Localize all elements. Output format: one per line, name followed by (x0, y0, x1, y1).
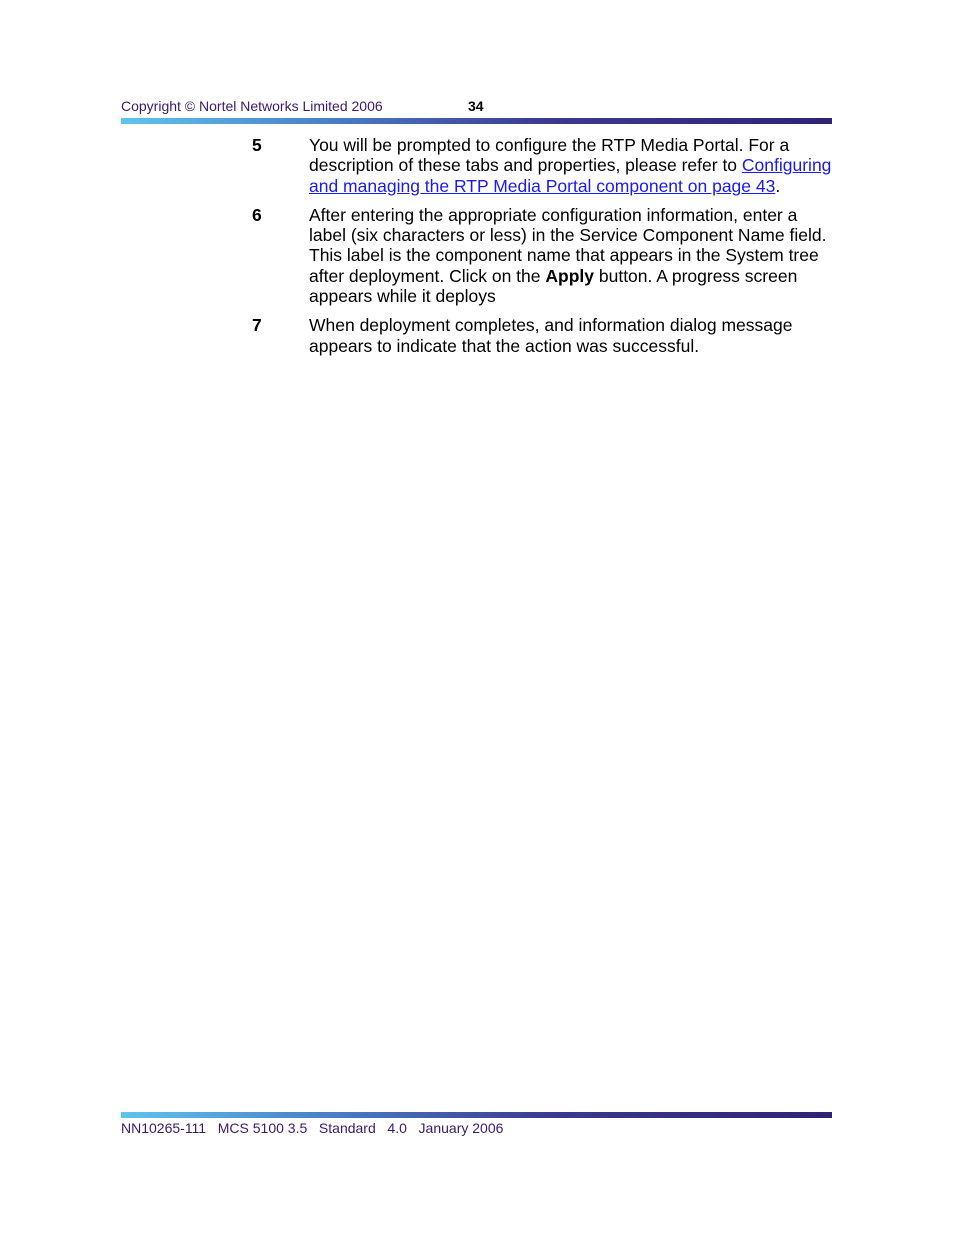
step-text (309, 135, 839, 196)
apply-button-reference: Apply (545, 265, 594, 286)
page-footer: NN10265-111 MCS 5100 3.5 Standard 4.0 January 2006 (121, 1120, 504, 1136)
step-5 (252, 135, 852, 196)
step-text: When deployment completes, and information dialog message appears to indicate that the action was successful. (309, 315, 793, 356)
step-number: 5 (252, 135, 262, 155)
step-text-before: After entering the appropriate configuration information, enter a label (six characters or less) in the Service Component Name field. This label is the component name that appears in the System tree after deployment. Click on the (309, 204, 827, 286)
procedure-steps (252, 135, 852, 365)
step-number: 6 (252, 204, 262, 225)
page-header (121, 97, 832, 117)
page-number: 34 (468, 98, 484, 114)
step-text-before: You will be prompted to configure the RTP Media Portal. For a description of these tabs and properties, please refer to (309, 135, 790, 176)
footer-rule (121, 1112, 832, 1118)
step-7 (252, 315, 852, 356)
cross-reference-link[interactable]: Configuring and managing the RTP Media Portal component on page 43 (309, 155, 832, 196)
copyright-notice: Copyright © Nortel Networks Limited 2006 (121, 98, 383, 114)
header-rule (121, 118, 832, 124)
step-number: 7 (252, 315, 262, 336)
step-text-after: . (775, 175, 781, 196)
step-text-after: button. A progress screen appears while it deploys (309, 265, 798, 307)
step-6 (252, 205, 852, 306)
step-text (309, 205, 839, 306)
